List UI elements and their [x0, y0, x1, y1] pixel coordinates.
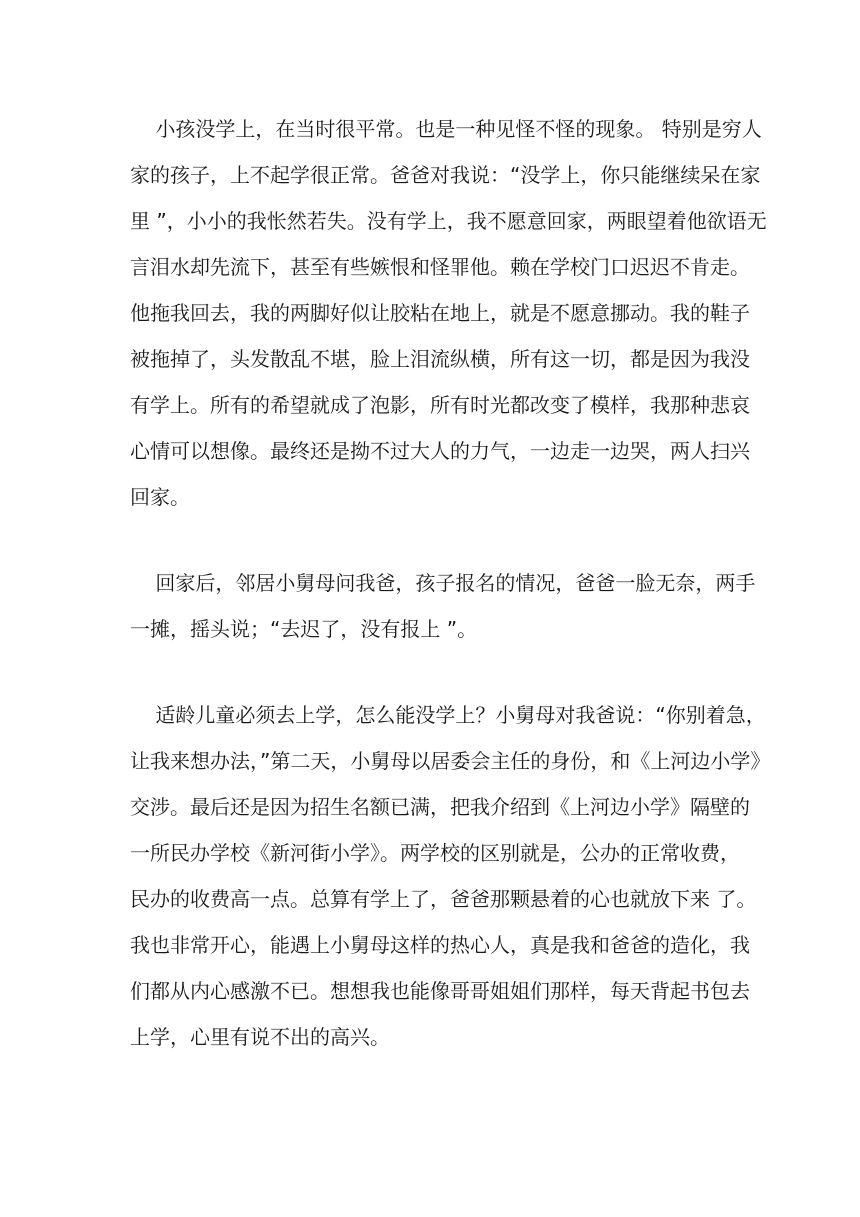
paragraph-1	[130, 106, 767, 520]
text-line: 们都从内心感激不已。想想我也能像哥哥姐姐们那样，每天背起书包去	[130, 979, 750, 1003]
text-line: 言泪水却先流下，甚至有些嫉恨和怪罪他。赖在学校门口迟迟不肯走。	[130, 255, 750, 279]
text-line: 上学，心里有说不出的高兴。	[130, 1025, 390, 1049]
text-line: 心情可以想像。最终还是拗不过大人的力气，一边走一边哭，两人扫兴	[130, 439, 750, 463]
text-line: 有学上。所有的希望就成了泡影，所有时光都改变了模样，我那种悲哀	[130, 393, 750, 417]
text-line: 一所民办学校《新河街小学》。两学校的区别就是，公办的正常收费，	[130, 841, 740, 865]
text-line: 家的孩子，上不起学很正常。爸爸对我说：“没学上，你只能继续呆在家	[130, 163, 761, 187]
document-body	[130, 106, 771, 1060]
text-line: 民办的收费高一点。总算有学上了，爸爸那颗悬着的心也就放下来 了。	[130, 887, 757, 911]
text-line: 回家后，邻居小舅母问我爸，孩子报名的情况，爸爸一脸无奈，两手	[130, 571, 756, 595]
text-line: 一摊，摇头说；“去迟了，没有报上 ”。	[130, 617, 478, 641]
paragraph-3	[130, 692, 771, 1060]
text-line: 适龄儿童必须去上学，怎么能没学上？小舅母对我爸说：“你别着急，	[130, 703, 766, 727]
text-line: 他拖我回去，我的两脚好似让胶粘在地上，就是不愿意挪动。我的鞋子	[130, 301, 750, 325]
text-line: 里 ”，小小的我怅然若失。没有学上，我不愿意回家，两眼望着他欲语无	[130, 209, 767, 233]
text-line: 交涉。最后还是因为招生名额已满，把我介绍到《上河边小学》隔壁的	[130, 795, 750, 819]
text-line: 小孩没学上，在当时很平常。也是一种见怪不怪的现象。 特别是穷人	[130, 117, 762, 141]
paragraph-spacer	[130, 520, 730, 560]
text-line: 回家。	[130, 485, 190, 509]
paragraph-2	[130, 560, 756, 652]
paragraph-spacer	[130, 652, 730, 692]
text-line: 被拖掉了，头发散乱不堪，脸上泪流纵横，所有这一切，都是因为我没	[130, 347, 750, 371]
text-line: 让我来想办法，”第二天，小舅母以居委会主任的身份，和《上河边小学》	[130, 749, 771, 773]
text-line: 我也非常开心，能遇上小舅母这样的热心人，真是我和爸爸的造化，我	[130, 933, 750, 957]
